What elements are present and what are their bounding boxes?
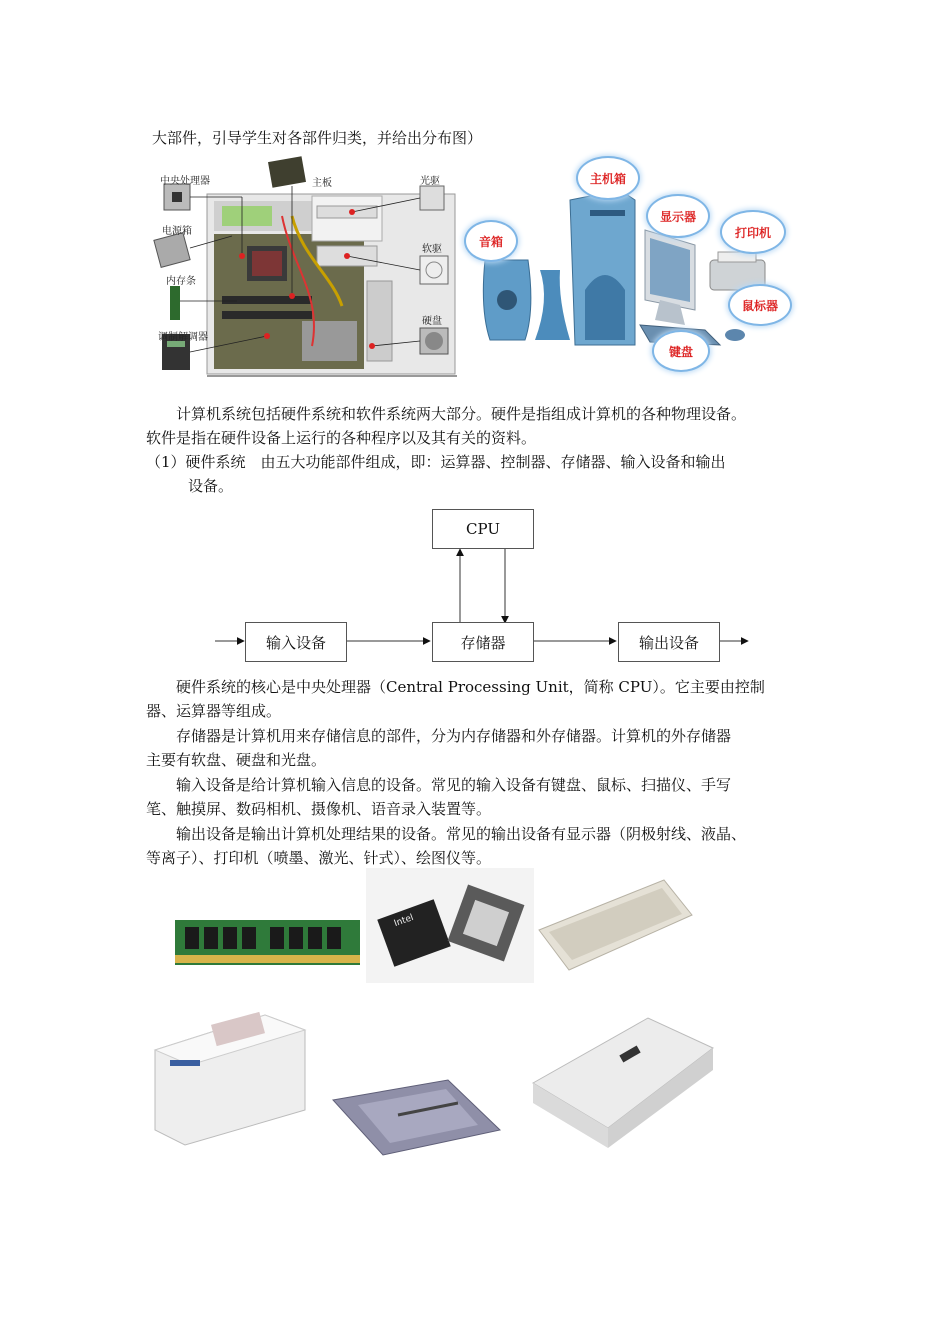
paragraph-2-line-2: 设备。	[188, 477, 234, 495]
label-optical-drive: 光驱	[420, 176, 440, 187]
label-floppy-drive: 软驱	[422, 244, 442, 255]
bubble-mouse: 鼠标器	[730, 286, 790, 324]
paragraph-2-line-1: （1）硬件系统 由五大功能部件组成，即：运算器、控制器、存储器、输入设备和输出	[146, 453, 726, 471]
bubble-printer: 打印机	[722, 212, 784, 252]
paragraph-4-line-1: 存储器是计算机用来存储信息的部件，分为内存储器和外存储器。计算机的外存储器	[176, 727, 732, 745]
input-device-box: 输入设备	[245, 622, 347, 662]
paragraph-1-line-1: 计算机系统包括硬件系统和软件系统两大部分。硬件是指组成计算机的各种物理设备。	[176, 405, 747, 423]
output-device-box: 输出设备	[618, 622, 720, 662]
paragraph-6-line-1: 输出设备是输出计算机处理结果的设备。常见的输出设备有显示器（阴极射线、液晶、	[176, 825, 747, 843]
bubble-monitor: 显示器	[648, 196, 708, 236]
laser-printer-photo	[145, 1000, 310, 1150]
scanner-photo	[528, 1008, 718, 1158]
paragraph-6-line-2: 等离子）、打印机（喷墨、激光、针式）、绘图仪等。	[146, 849, 492, 867]
label-modem: 调制解调器	[158, 332, 208, 343]
label-memory: 内存条	[166, 276, 196, 287]
paragraph-3-line-2: 器、运算器等组成。	[146, 702, 282, 720]
bubble-keyboard: 键盘	[654, 332, 708, 370]
label-mainboard: 主板	[312, 178, 332, 189]
paragraph-4-line-2: 主要有软盘、硬盘和光盘。	[146, 751, 327, 769]
intro-line: 大部件，引导学生对各部件归类，并给出分布图）	[152, 129, 483, 147]
label-power-supply: 电源箱	[162, 226, 192, 237]
storage-box: 存储器	[432, 622, 534, 662]
paragraph-3-line-1: 硬件系统的核心是中央处理器（Central Processing Unit，简称 CPU）。它主要由控制	[176, 678, 765, 696]
label-hard-disk: 硬盘	[422, 316, 442, 327]
peripheral-figure	[460, 150, 800, 375]
cpu-chip-photo	[366, 868, 534, 983]
graphics-tablet-photo	[328, 1075, 503, 1157]
bubble-speaker: 音箱	[466, 222, 516, 260]
bubble-case: 主机箱	[578, 158, 638, 198]
chassis-figure	[152, 156, 462, 380]
hardware-flow-diagram	[200, 505, 760, 670]
paragraph-5-line-1: 输入设备是给计算机输入信息的设备。常见的输入设备有键盘、鼠标、扫描仪、手写	[176, 776, 732, 794]
label-cpu: 中央处理器	[160, 176, 210, 187]
paragraph-5-line-2: 笔、触摸屏、数码相机、摄像机、语音录入装置等。	[146, 800, 492, 818]
chip-brand-mark: Intel	[392, 912, 416, 930]
memory-module-photo	[170, 905, 365, 975]
cpu-box: CPU	[432, 509, 534, 549]
keyboard-photo	[534, 870, 694, 982]
paragraph-1-line-2: 软件是指在硬件设备上运行的各种程序以及其有关的资料。	[146, 429, 537, 447]
